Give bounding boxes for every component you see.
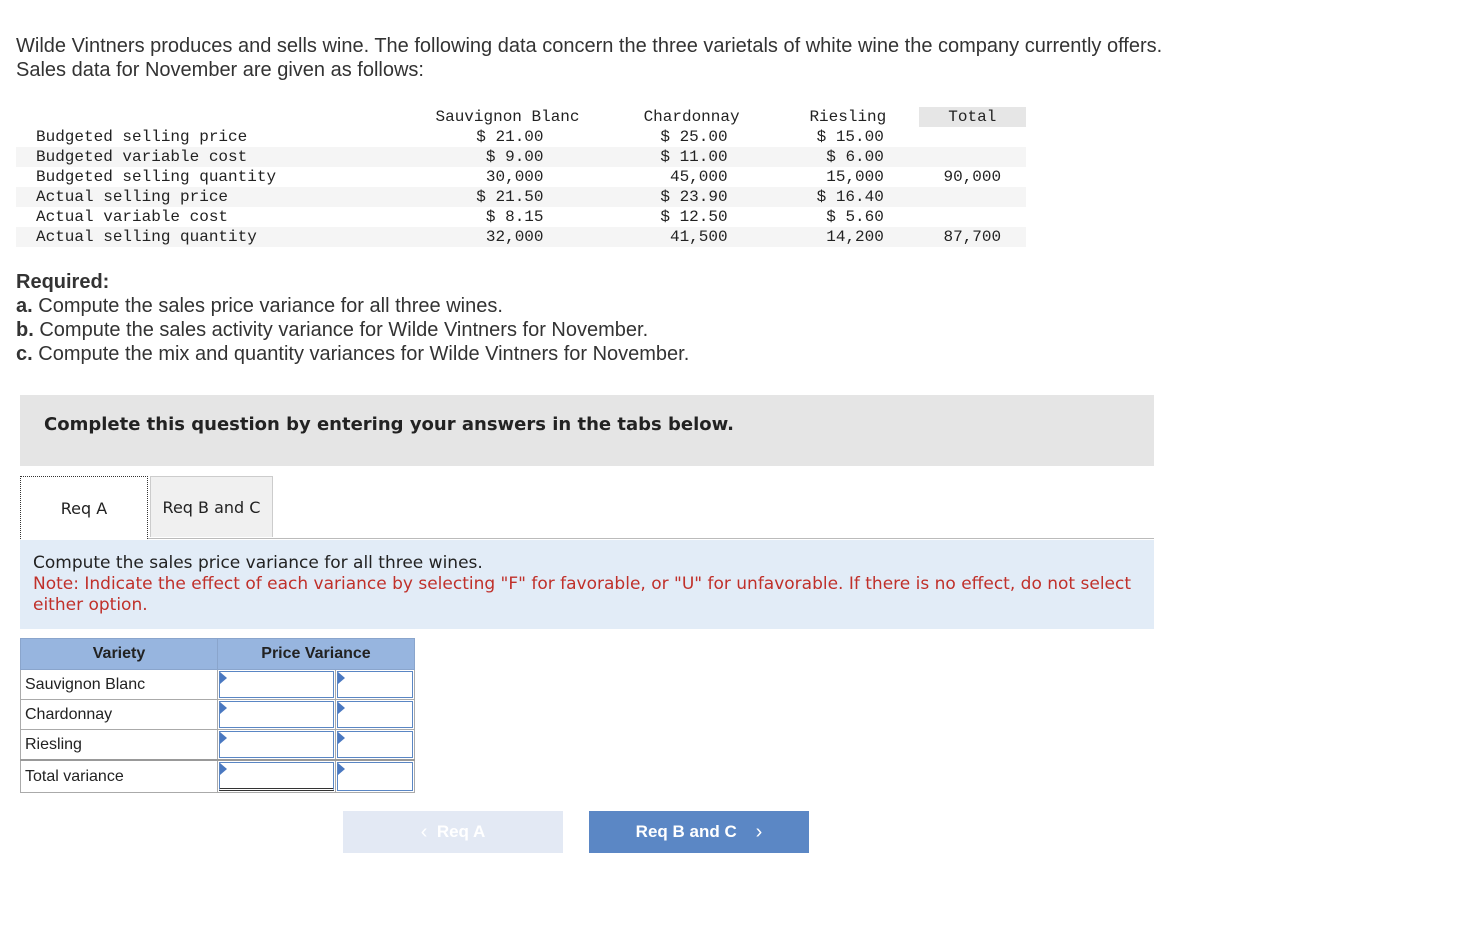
required-a-prefix: a.: [16, 295, 33, 317]
row-label: Budgeted selling quantity: [36, 168, 277, 186]
answer-row: [21, 730, 415, 761]
input-flag-icon: [220, 732, 227, 744]
value-chardonnay: 45,000: [669, 168, 728, 186]
answer-row-total: [21, 760, 415, 793]
price-variance-amount-input[interactable]: [219, 671, 334, 698]
banner-text: Complete this question by entering your answers in the tabs below.: [44, 414, 734, 435]
price-variance-amount-input[interactable]: [219, 731, 334, 758]
input-flag-icon: [338, 702, 345, 714]
header-total: Total: [919, 107, 1026, 127]
chevron-left-icon: ‹: [420, 820, 428, 843]
required-section: [16, 270, 689, 366]
input-flag-icon: [220, 672, 227, 684]
tab-divider: [148, 538, 1154, 539]
header-variety: Variety: [21, 639, 218, 670]
value-chardonnay: $ 11.00: [660, 148, 728, 166]
price-variance-amount-input[interactable]: [219, 701, 334, 728]
tab-req-a[interactable]: Req A: [20, 476, 148, 539]
data-row: [16, 207, 1026, 227]
prev-button-label: Req A: [436, 822, 486, 841]
sales-data-table: [16, 107, 1026, 247]
intro-line-2: Sales data for November are given as follows:: [16, 59, 424, 81]
row-label: Budgeted selling price: [36, 128, 248, 146]
header-blank: [16, 107, 409, 127]
input-flag-icon: [220, 763, 227, 775]
value-total: 90,000: [943, 168, 1002, 186]
value-total: 87,700: [919, 227, 1026, 247]
input-flag-icon: [338, 732, 345, 744]
value-chardonnay: $ 25.00: [660, 128, 728, 146]
instruction-note: Note: Indicate the effect of each variance by selecting "F" for favorable, or "U" for unfavorable. If there is no effect, do not select either option.: [33, 574, 1132, 615]
row-variety-label: Total variance: [21, 760, 218, 793]
value-riesling: 14,200: [826, 228, 884, 246]
row-label: Actual selling price: [16, 187, 409, 207]
header-price-variance: Price Variance: [218, 639, 415, 670]
tab-req-b-and-c[interactable]: Req B and C: [150, 476, 273, 537]
price-variance-effect-select[interactable]: [337, 671, 413, 698]
required-c-prefix: c.: [16, 343, 33, 365]
value-sauvignon-blanc: $ 8.15: [485, 208, 544, 226]
answer-table-header: [21, 639, 415, 670]
answer-row: [21, 670, 415, 700]
data-table-header: [16, 107, 1026, 127]
row-label: Actual selling quantity: [16, 227, 409, 247]
data-row: [16, 227, 1026, 247]
value-chardonnay: $ 23.90: [660, 188, 728, 206]
value-sauvignon-blanc: 32,000: [485, 228, 544, 246]
value-riesling: $ 5.60: [826, 208, 884, 226]
value-total: [919, 207, 1026, 227]
data-row: [16, 147, 1026, 167]
intro-text: [16, 34, 1162, 82]
value-sauvignon-blanc: $ 21.00: [476, 128, 544, 146]
value-chardonnay: $ 12.50: [660, 208, 728, 226]
data-row: [16, 127, 1026, 147]
value-chardonnay: 41,500: [669, 228, 728, 246]
value-sauvignon-blanc: $ 21.50: [476, 188, 544, 206]
value-sauvignon-blanc: $ 9.00: [485, 148, 544, 166]
total-variance-amount-input[interactable]: [219, 762, 334, 791]
input-flag-icon: [220, 702, 227, 714]
required-c-text: Compute the mix and quantity variances for Wilde Vintners for November.: [38, 343, 690, 365]
input-flag-icon: [338, 672, 345, 684]
row-label: Actual variable cost: [36, 208, 229, 226]
price-variance-effect-select[interactable]: [337, 731, 413, 758]
value-sauvignon-blanc: 30,000: [485, 168, 544, 186]
intro-line-1: Wilde Vintners produces and sells wine. The following data concern the three varietals of white wine the company currently offers.: [16, 35, 1163, 57]
prev-button[interactable]: [343, 811, 563, 853]
value-riesling: 15,000: [826, 168, 884, 186]
value-riesling: $ 16.40: [816, 188, 884, 206]
next-button-label: Req B and C: [635, 822, 737, 841]
required-title: Required:: [16, 271, 110, 293]
row-variety-label: Sauvignon Blanc: [21, 670, 218, 700]
header-chardonnay: Chardonnay: [606, 107, 777, 127]
data-row: [16, 167, 1026, 187]
value-riesling: $ 15.00: [816, 128, 884, 146]
row-label: Budgeted variable cost: [16, 147, 409, 167]
row-variety-label: Riesling: [21, 730, 218, 761]
input-flag-icon: [338, 763, 345, 775]
total-variance-effect-select[interactable]: [337, 762, 413, 791]
price-variance-effect-select[interactable]: [337, 701, 413, 728]
value-total: [919, 147, 1026, 167]
answer-table: [20, 638, 415, 793]
required-b: [16, 318, 689, 342]
data-row: [16, 187, 1026, 207]
instruction-banner: [20, 395, 1154, 466]
question-instructions: [20, 540, 1154, 629]
required-a: [16, 294, 689, 318]
value-total: [919, 127, 1026, 147]
chevron-right-icon: ›: [755, 820, 763, 843]
required-b-text: Compute the sales activity variance for Wilde Vintners for November.: [39, 319, 649, 341]
next-button[interactable]: [589, 811, 809, 853]
row-variety-label: Chardonnay: [21, 700, 218, 730]
header-riesling: Riesling: [777, 107, 919, 127]
instruction-main: Compute the sales price variance for all three wines.: [33, 553, 483, 573]
required-a-text: Compute the sales price variance for all three wines.: [38, 295, 503, 317]
value-riesling: $ 6.00: [826, 148, 884, 166]
required-b-prefix: b.: [16, 319, 34, 341]
value-total: [919, 187, 1026, 207]
header-sauvignon-blanc: Sauvignon Blanc: [409, 107, 606, 127]
required-c: [16, 342, 689, 366]
answer-row: [21, 700, 415, 730]
